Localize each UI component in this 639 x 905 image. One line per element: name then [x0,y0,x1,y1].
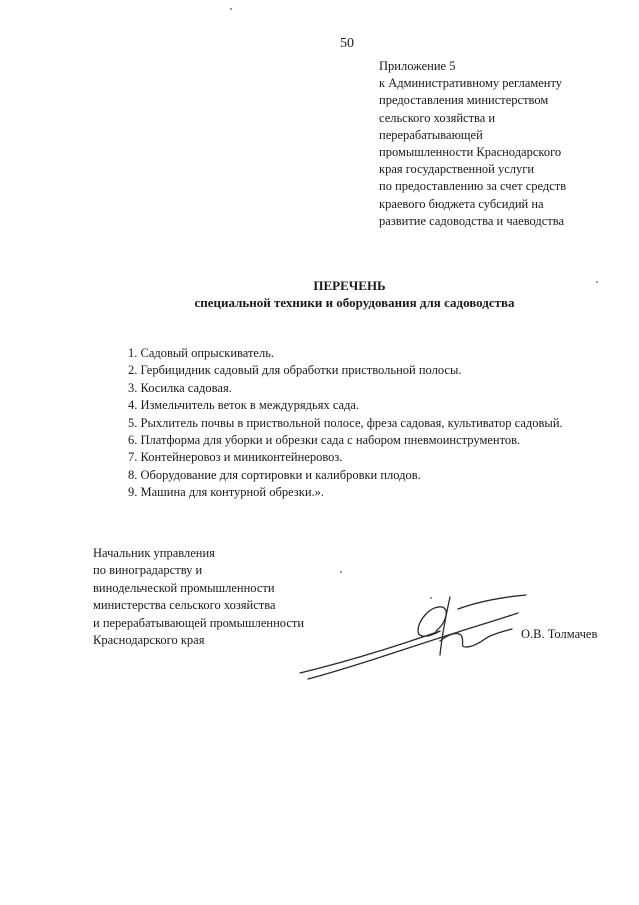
position-line: Начальник управления [93,546,215,560]
scan-speck [230,8,232,10]
scan-speck [430,597,432,599]
list-item: 7. Контейнеровоз и миниконтейнеровоз. [128,450,343,465]
list-item: 1. Садовый опрыскиватель. [128,346,275,360]
appendix-line: перерабатывающей [379,127,483,142]
list-item: 9. Машина для контурной обрезки.». [128,485,325,500]
document-title [0,277,639,311]
scan-speck [340,571,342,573]
title-heading: ПЕРЕЧЕНЬ [313,278,386,293]
position-line: Краснодарского края [93,633,205,648]
position-line: и перерабатывающей промышленности [93,615,305,630]
position-line: по виноградарству и [93,563,203,578]
title-subheading: специальной техники и оборудования для садоводства [194,295,515,310]
signer-name: О.В. Толмачев [521,627,598,641]
page-number: 50 [340,36,354,51]
list-item: 2. Гербицидник садовый для обработки приствольной полосы. [128,363,462,378]
scan-speck [596,281,598,283]
list-item: 5. Рыхлитель почвы в приствольной полосе, фреза садовая, культиватор садовый. [128,415,563,430]
appendix-line: развитие садоводства и чаеводства [379,213,565,228]
list-item: 6. Платформа для уборки и обрезки сада с набором пневмоинструментов. [128,433,521,448]
appendix-line: сельского хозяйства и [379,110,496,125]
appendix-line: предоставления министерством [379,93,549,108]
equipment-list [128,345,616,502]
handwritten-signature [290,575,530,685]
appendix-line: края государственной услуги [379,162,535,177]
appendix-line: по предоставлению за счет средств [379,179,567,194]
position-line: министерства сельского хозяйства [93,598,276,613]
list-item: 8. Оборудование для сортировки и калибровки плодов. [128,467,421,482]
appendix-line: Приложение 5 [379,59,456,73]
appendix-note [379,58,629,230]
list-item: 4. Измельчитель веток в междурядьях сада. [128,398,360,413]
position-line: винодельческой промышленности [93,580,275,595]
appendix-line: к Административному регламенту [379,76,563,91]
appendix-line: промышленности Краснодарского [379,145,562,160]
appendix-line: краевого бюджета субсидий на [379,196,544,211]
list-item: 3. Косилка садовая. [128,380,232,395]
